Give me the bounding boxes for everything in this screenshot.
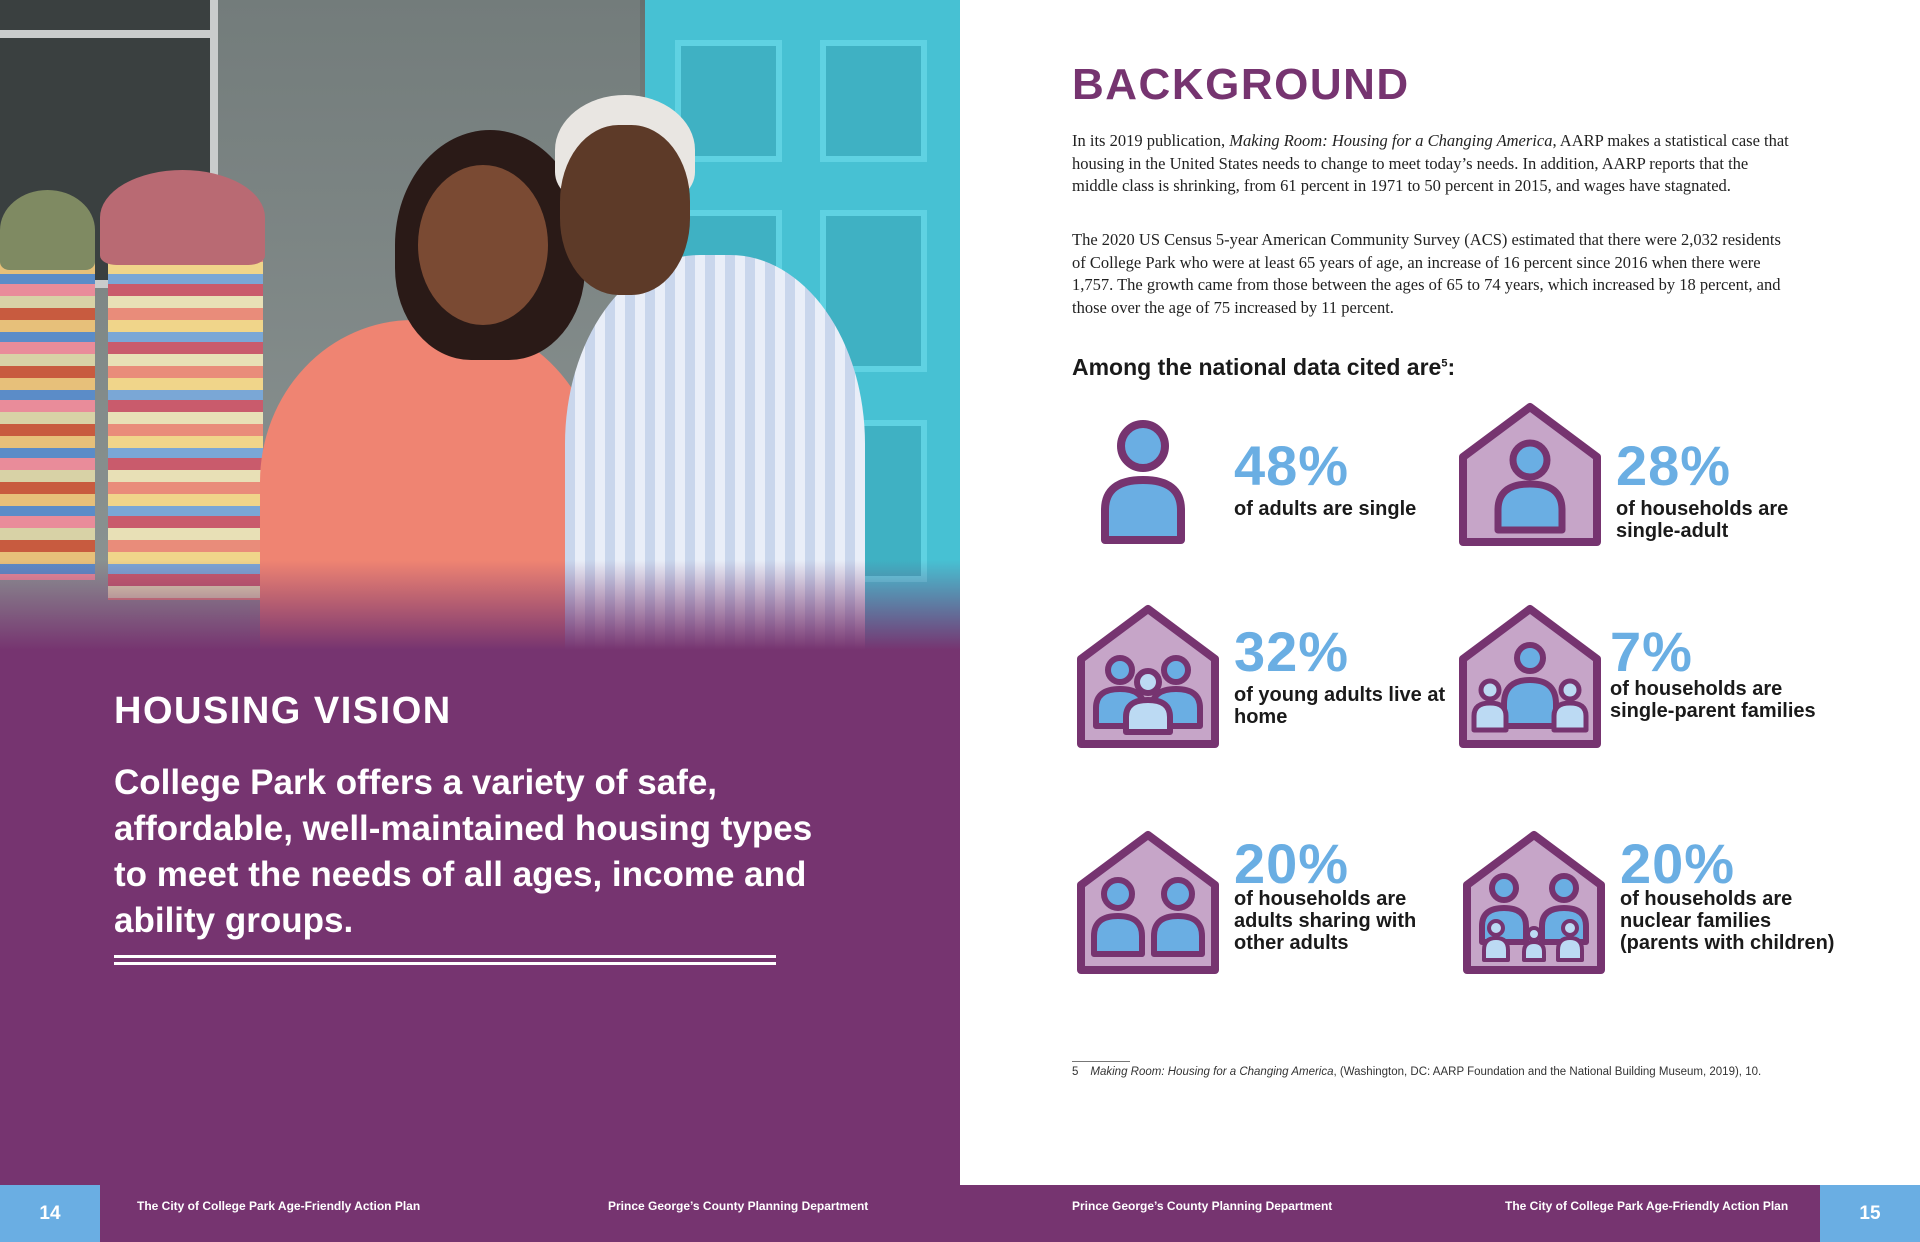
divider xyxy=(114,955,776,958)
background-paragraph-1: In its 2019 publication, Making Room: Housing for a Changing America, AARP makes a statistical case that housing in the United States needs to change to meet today’s needs. In addition, AARP reports that the middle class is shrinking, from 61 percent in 1971 to 50 percent in 2015, and wages have stagnated. xyxy=(1072,131,1789,195)
stat-percent: 20% xyxy=(1234,832,1350,895)
house-nuclear-family-icon xyxy=(1462,830,1607,980)
stat-description: of households are single-parent families xyxy=(1610,678,1816,722)
housing-vision-statement: College Park offers a variety of safe, affordable, well-maintained housing types to meet the needs of all ages, income and ability groups. xyxy=(114,763,813,940)
house-single-adult-icon xyxy=(1458,402,1603,552)
footer-right-department: Prince George’s County Planning Department xyxy=(1072,1199,1333,1213)
stat-description: of households are single-adult xyxy=(1616,498,1789,542)
stat-percent: 28% xyxy=(1616,434,1732,497)
house-young-adult-at-home-icon xyxy=(1076,604,1221,754)
stat-percent: 32% xyxy=(1234,620,1350,683)
divider xyxy=(114,962,776,965)
stat-percent: 48% xyxy=(1234,434,1350,497)
stat-description: of young adults live at home xyxy=(1234,684,1446,728)
housing-vision-title: HOUSING VISION xyxy=(114,690,452,732)
stat-description: of households are nuclear families (parents with children) xyxy=(1620,888,1835,954)
footer-left-title: The City of College Park Age-Friendly Action Plan xyxy=(137,1199,421,1213)
stat-percent: 20% xyxy=(1620,832,1736,895)
footer-left-department: Prince George’s County Planning Department xyxy=(608,1199,869,1213)
stat-description: of adults are single xyxy=(1234,498,1417,520)
left-page xyxy=(0,0,960,1185)
couple-photo xyxy=(0,0,960,650)
house-shared-adults-icon xyxy=(1076,830,1221,980)
footnote-divider xyxy=(1072,1061,1130,1062)
page-number-right: 15 xyxy=(1820,1185,1920,1242)
page-number-left: 14 xyxy=(0,1185,100,1242)
footer-right-title: The City of College Park Age-Friendly Action Plan xyxy=(1505,1199,1789,1213)
stat-percent: 7% xyxy=(1610,620,1693,683)
house-single-parent-icon xyxy=(1458,604,1603,754)
national-data-heading: Among the national data cited are$^5$: xyxy=(1072,354,1456,380)
single-person-icon xyxy=(1078,410,1223,560)
stat-description: of households are adults sharing with other adults xyxy=(1234,888,1417,954)
background-paragraph-2: The 2020 US Census 5-year American Community Survey (ACS) estimated that there were 2,032 residents of College Park who were at least 65 years of age, an increase of 16 percent since 2016 when there were 1,757. The growth came from those between the ages of 65 to 74 years, which increased by 18 percent, and those over the age of 75 increased by 11 percent. xyxy=(1072,230,1781,317)
background-title: BACKGROUND xyxy=(1072,60,1410,109)
footnote: 5 Making Room: Housing for a Changing America, (Washington, DC: AARP Foundation and the National Building Museum, 2019), 10. xyxy=(1072,1066,1762,1078)
